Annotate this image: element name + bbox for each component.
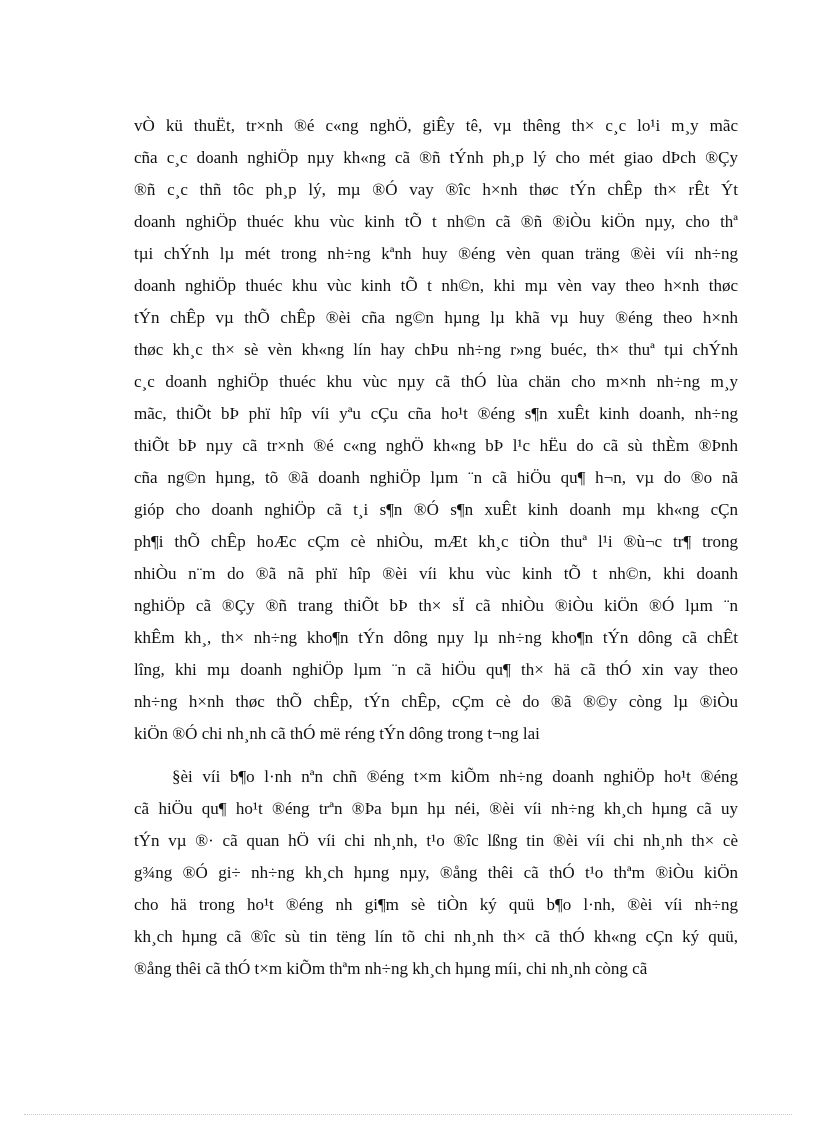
text-line: cña c¸c doanh nghiÖp nµy kh«ng cã ®ñ tÝnh ph¸p lý cho mét giao dÞch ®Çy bbox=[134, 148, 738, 167]
text-line: lîng, khi mµ doanh nghiÖp lµm ¨n cã hiÖu qu¶ th× hä cã thÓ xin vay theo bbox=[134, 660, 738, 679]
text-line: vÒ kü thuËt, tr×nh ®é c«ng nghÖ, giÊy tê, vµ thêng th× c¸c lo¹i m¸y mãc bbox=[134, 116, 738, 135]
text-line: tÝn chÊp vµ thÕ chÊp ®èi cña ng©n hµng lµ khã vµ huy ®éng theo h×nh bbox=[134, 308, 738, 327]
text-line: gióp cho doanh nghiÖp cã t¸i s¶n ®Ó s¶n xuÊt kinh doanh mµ kh«ng cÇn bbox=[134, 500, 738, 519]
text-line: cã hiÖu qu¶ ho¹t ®éng trªn ®Þa bµn hµ néi, ®èi víi nh÷ng kh¸ch hµng cã uy bbox=[134, 799, 738, 818]
text-line: nghiÖp cã ®Çy ®ñ trang thiÕt bÞ th× sÏ cã nhiÒu ®iÒu kiÖn ®Ó lµm ¨n bbox=[134, 596, 738, 615]
body-paragraph-2 bbox=[134, 761, 738, 985]
text-line: doanh nghiÖp thuéc khu vùc kinh tÕ t nh©n cã ®ñ ®iÒu kiÖn nµy, cho thª bbox=[134, 212, 738, 231]
text-line: tµi chÝnh lµ mét trong nh÷ng kªnh huy ®éng vèn quan träng ®èi víi nh÷ng bbox=[134, 244, 738, 263]
text-line: ®ñ c¸c thñ tôc ph¸p lý, mµ ®Ó vay ®îc h×nh thøc tÝn chÊp th× rÊt Ýt bbox=[134, 180, 738, 199]
text-line: c¸c doanh nghiÖp thuéc khu vùc nµy cã thÓ lùa chän cho m×nh nh÷ng m¸y bbox=[134, 372, 738, 391]
body-paragraph-1 bbox=[134, 110, 738, 750]
text-line: thøc kh¸c th× sè vèn kh«ng lín hay chÞu nh÷ng r»ng buéc, th× thuª tµi chÝnh bbox=[134, 340, 738, 359]
text-line: doanh nghiÖp thuéc khu vùc kinh tÕ t nh©n, khi mµ vèn vay theo h×nh thøc bbox=[134, 276, 738, 295]
text-line: kh¸ch hµng cã ®îc sù tin tëng lín tõ chi nh¸nh th× cã thÓ kh«ng cÇn ký quü, bbox=[134, 927, 738, 946]
page-bottom-rule bbox=[24, 1114, 792, 1115]
text-line: kiÖn ®Ó chi nh¸nh cã thÓ më réng tÝn dông trong t¬ng lai bbox=[134, 724, 540, 743]
text-line: g¾ng ®Ó gi÷ nh÷ng kh¸ch hµng nµy, ®ång thêi cã thÓ t¹o thªm ®iÒu kiÖn bbox=[134, 863, 738, 882]
text-line: ®ång thêi cã thÓ t×m kiÕm thªm nh÷ng kh¸ch hµng míi, chi nh¸nh còng cã bbox=[134, 959, 648, 978]
text-line: tÝn vµ ®· cã quan hÖ víi chi nh¸nh, t¹o ®îc lßng tin ®èi víi chi nh¸nh th× cè bbox=[134, 831, 738, 850]
text-line: ph¶i thÕ chÊp hoÆc cÇm cè nhiÒu, mÆt kh¸c tiÒn thuª l¹i ®ù¬c tr¶ trong bbox=[134, 532, 738, 551]
text-line: thiÕt bÞ nµy cã tr×nh ®é c«ng nghÖ kh«ng bÞ l¹c hËu do cã sù thÈm ®Þnh bbox=[134, 436, 738, 455]
text-line: nhiÒu n¨m do ®ã nã phï hîp ®èi víi khu vùc kinh tÕ t nh©n, khi doanh bbox=[134, 564, 738, 583]
text-line: nh÷ng h×nh thøc thÕ chÊp, tÝn chÊp, cÇm cè do ®ã ®©y còng lµ ®iÒu bbox=[134, 692, 738, 711]
text-line: cña ng©n hµng, tõ ®ã doanh nghiÖp lµm ¨n cã hiÖu qu¶ h¬n, vµ do ®o nã bbox=[134, 468, 738, 487]
text-line: khÊm kh¸, th× nh÷ng kho¶n tÝn dông nµy lµ nh÷ng kho¶n tÝn dông cã chÊt bbox=[134, 628, 738, 647]
text-line: cho hä trong ho¹t ®éng nh gi¶m sè tiÒn ký quü b¶o l·nh, ®èi víi nh÷ng bbox=[134, 895, 738, 914]
text-line: mãc, thiÕt bÞ phï hîp víi yªu cÇu cña ho¹t ®éng s¶n xuÊt kinh doanh, nh÷ng bbox=[134, 404, 738, 423]
text-line: §èi víi b¶o l·nh nªn chñ ®éng t×m kiÕm nh÷ng doanh nghiÖp ho¹t ®éng bbox=[172, 767, 738, 786]
